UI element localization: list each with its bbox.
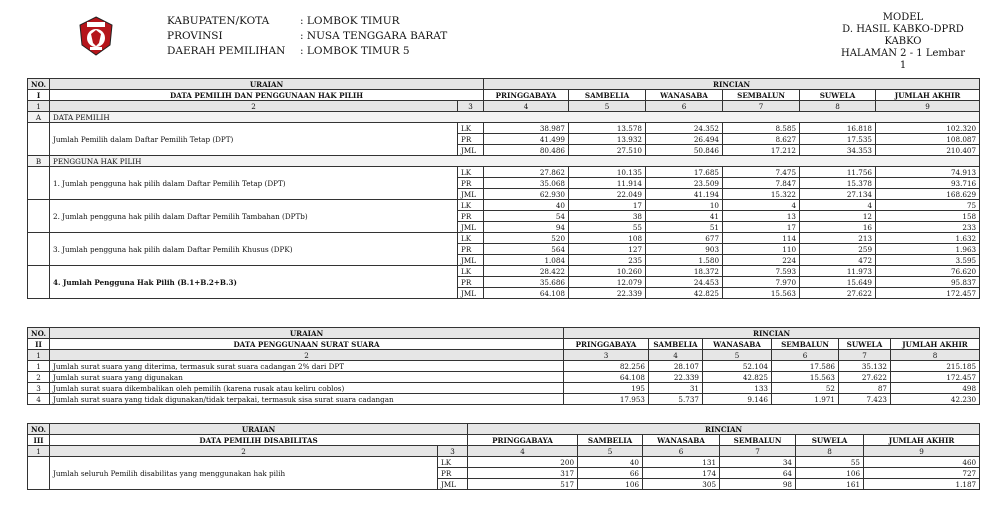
label-daerah-pemilihan: DAERAH PEMILIHAN: [167, 45, 286, 57]
value-cell: 76.620: [876, 266, 980, 277]
row-label: 4. Jumlah Pengguna Hak Pilih (B.1+B.2+B.3): [50, 266, 458, 299]
value-cell: 233: [876, 222, 980, 233]
table-row: [28, 372, 980, 383]
value-cell: 27.862: [484, 167, 569, 178]
column-header: JUMLAH AKHIR: [891, 339, 980, 350]
index-cell: 6: [772, 350, 839, 361]
value-cell: 11.973: [800, 266, 876, 277]
value-cell: 210.407: [876, 145, 980, 156]
value-cell: 15.322: [723, 189, 800, 200]
section-no: A: [28, 112, 50, 123]
value-cell: 27.134: [800, 189, 876, 200]
index-cell: 7: [839, 350, 891, 361]
value-cell: 17: [723, 222, 800, 233]
row-no-cell: 2: [28, 372, 50, 383]
value-cell: 42.825: [646, 288, 723, 299]
gender-type-cell: LK: [458, 233, 484, 244]
gender-type-cell: LK: [458, 266, 484, 277]
value-cell: 1.963: [876, 244, 980, 255]
value-cell: 80.486: [484, 145, 569, 156]
row-label: 1. Jumlah pengguna hak pilih dalam Daftar Pemilih Tetap (DPT): [50, 167, 458, 200]
value-cell: 51: [646, 222, 723, 233]
value-cell: 110: [723, 244, 800, 255]
section-no: B: [28, 156, 50, 167]
value-cell: 15.378: [800, 178, 876, 189]
value-cell: 42.825: [703, 372, 772, 383]
model-line: D. HASIL KABKO-DPRD: [842, 24, 964, 35]
value-cell: 498: [891, 383, 980, 394]
index-cell: 8: [800, 101, 876, 112]
value-cell: 54: [484, 211, 569, 222]
section-roman: II: [28, 339, 50, 350]
value-cell: 7.970: [723, 277, 800, 288]
index-cell: 3: [458, 101, 484, 112]
value-cell: 35.068: [484, 178, 569, 189]
uraian-header: URAIAN: [50, 328, 564, 339]
column-header: WANASABA: [646, 90, 723, 101]
document-header: [0, 0, 1000, 72]
gender-type-cell: PR: [458, 211, 484, 222]
value-cell: 26.494: [646, 134, 723, 145]
value-cell: 472: [800, 255, 876, 266]
column-header: SUWELA: [800, 90, 876, 101]
section-label: DATA PEMILIH: [50, 112, 980, 123]
table-row: [28, 167, 980, 178]
table-row: [28, 266, 980, 277]
row-no-cell: [28, 123, 50, 156]
value-cell: 259: [800, 244, 876, 255]
value-cell: 102.320: [876, 123, 980, 134]
table-row: [28, 394, 980, 405]
value-cell: 16.818: [800, 123, 876, 134]
gender-type-cell: LK: [458, 200, 484, 211]
value-cell: 35.132: [839, 361, 891, 372]
value-cell: 3.595: [876, 255, 980, 266]
row-label: Jumlah surat suara yang tidak digunakan/tidak terpakai, termasuk sisa surat suara cadangan: [50, 394, 564, 405]
model-line: HALAMAN 2 - 1 Lembar 1: [840, 48, 966, 71]
value-cell: 17.586: [772, 361, 839, 372]
column-header: SAMBELIA: [569, 90, 646, 101]
value-cell: 95.837: [876, 277, 980, 288]
row-label: 3. Jumlah pengguna hak pilih dalam Daftar Pemilih Khusus (DPK): [50, 233, 458, 266]
value-cell: 168.629: [876, 189, 980, 200]
value-cell: 172.457: [876, 288, 980, 299]
value-cell: 4: [723, 200, 800, 211]
value-cell: 195: [564, 383, 649, 394]
row-label: Jumlah surat suara yang diterima, termasuk surat suara cadangan 2% dari DPT: [50, 361, 564, 372]
value-cell: 213: [800, 233, 876, 244]
gender-type-cell: PR: [458, 178, 484, 189]
column-header: PRINGGABAYA: [484, 90, 569, 101]
value-cell: 5.737: [649, 394, 703, 405]
label-kabupaten: KABUPATEN/KOTA: [167, 15, 270, 27]
index-cell: 5: [703, 350, 772, 361]
row-label: Jumlah Pemilih dalam Daftar Pemilih Tetap (DPT): [50, 123, 458, 156]
gender-type-cell: PR: [438, 468, 468, 479]
value-cell: 12: [800, 211, 876, 222]
value-cell: 8.627: [723, 134, 800, 145]
rincian-header: RINCIAN: [468, 424, 980, 435]
value-cell: 8.585: [723, 123, 800, 134]
uraian-header: URAIAN: [50, 424, 468, 435]
value-cell: 903: [646, 244, 723, 255]
column-header: PRINGGABAYA: [564, 339, 649, 350]
rincian-header: RINCIAN: [564, 328, 980, 339]
gender-type-cell: JML: [458, 222, 484, 233]
value-cell: 42.230: [891, 394, 980, 405]
value-cell: 1.632: [876, 233, 980, 244]
value-cell: 106: [796, 468, 864, 479]
column-header: SAMBELIA: [578, 435, 643, 446]
value-cell: 17: [569, 200, 646, 211]
index-cell: 5: [569, 101, 646, 112]
value-cell: 1.187: [864, 479, 980, 490]
index-cell: 2: [50, 101, 458, 112]
table-title: DATA PEMILIH DAN PENGGUNAAN HAK PILIH: [50, 90, 484, 101]
value-cell: 158: [876, 211, 980, 222]
value-cell: 17.953: [564, 394, 649, 405]
value-cell: 38.987: [484, 123, 569, 134]
value-cell: 17.535: [800, 134, 876, 145]
gender-type-cell: PR: [458, 134, 484, 145]
value-cell: 7.475: [723, 167, 800, 178]
index-cell: 1: [28, 350, 50, 361]
kpu-logo-icon: [78, 16, 114, 56]
index-cell: 1: [28, 446, 50, 457]
index-cell: 6: [643, 446, 720, 457]
row-label: Jumlah seluruh Pemilih disabilitas yang menggunakan hak pilih: [50, 457, 438, 490]
value-cell: 22.339: [649, 372, 703, 383]
value-cell: 40: [484, 200, 569, 211]
no-header: NO.: [28, 424, 50, 435]
value-cell: 10: [646, 200, 723, 211]
table-row: [28, 457, 980, 468]
column-header: SUWELA: [839, 339, 891, 350]
value-kabupaten: : LOMBOK TIMUR: [300, 15, 400, 27]
value-cell: 15.649: [800, 277, 876, 288]
value-cell: 87: [839, 383, 891, 394]
value-cell: 27.510: [569, 145, 646, 156]
table-title: DATA PENGGUNAAN SURAT SUARA: [50, 339, 564, 350]
table-data-pemilih: [27, 78, 980, 299]
gender-type-cell: JML: [458, 255, 484, 266]
value-daerah-pemilihan: : LOMBOK TIMUR 5: [300, 45, 410, 57]
value-cell: 22.049: [569, 189, 646, 200]
index-cell: 8: [891, 350, 980, 361]
value-cell: 28.107: [649, 361, 703, 372]
value-provinsi: : NUSA TENGGARA BARAT: [300, 30, 448, 42]
value-cell: 1.971: [772, 394, 839, 405]
index-cell: 9: [864, 446, 980, 457]
column-header: SEMBALUN: [720, 435, 796, 446]
value-cell: 13.932: [569, 134, 646, 145]
value-cell: 174: [643, 468, 720, 479]
value-cell: 727: [864, 468, 980, 479]
value-cell: 55: [796, 457, 864, 468]
value-cell: 108.087: [876, 134, 980, 145]
value-cell: 55: [569, 222, 646, 233]
value-cell: 460: [864, 457, 980, 468]
row-no-cell: [28, 233, 50, 266]
column-header: PRINGGABAYA: [468, 435, 578, 446]
column-header: SEMBALUN: [772, 339, 839, 350]
index-cell: 1: [28, 101, 50, 112]
table-row: [28, 200, 980, 211]
value-cell: 517: [468, 479, 578, 490]
value-cell: 74.913: [876, 167, 980, 178]
value-cell: 4: [800, 200, 876, 211]
value-cell: 23.509: [646, 178, 723, 189]
value-cell: 82.256: [564, 361, 649, 372]
index-cell: 4: [649, 350, 703, 361]
row-no-cell: 4: [28, 394, 50, 405]
model-box: [838, 12, 968, 72]
row-no-cell: 1: [28, 361, 50, 372]
value-cell: 520: [484, 233, 569, 244]
value-cell: 9.146: [703, 394, 772, 405]
gender-type-cell: JML: [458, 288, 484, 299]
index-cell: 7: [723, 101, 800, 112]
rincian-header: RINCIAN: [484, 79, 980, 90]
column-header: SEMBALUN: [723, 90, 800, 101]
table-row: [28, 383, 980, 394]
value-cell: 11.756: [800, 167, 876, 178]
value-cell: 62.930: [484, 189, 569, 200]
value-cell: 52.104: [703, 361, 772, 372]
value-cell: 41: [646, 211, 723, 222]
column-header: JUMLAH AKHIR: [864, 435, 980, 446]
value-cell: 7.423: [839, 394, 891, 405]
table-row: [28, 233, 980, 244]
uraian-header: URAIAN: [50, 79, 484, 90]
value-cell: 64.108: [484, 288, 569, 299]
value-cell: 127: [569, 244, 646, 255]
value-cell: 75: [876, 200, 980, 211]
value-cell: 13.578: [569, 123, 646, 134]
gender-type-cell: JML: [438, 479, 468, 490]
value-cell: 10.260: [569, 266, 646, 277]
value-cell: 40: [578, 457, 643, 468]
section-label: PENGGUNA HAK PILIH: [50, 156, 980, 167]
index-cell: 8: [796, 446, 864, 457]
gender-type-cell: PR: [458, 277, 484, 288]
table-pemilih-disabilitas: [27, 423, 980, 490]
row-no-cell: [28, 457, 50, 490]
index-cell: 4: [468, 446, 578, 457]
value-cell: 7.847: [723, 178, 800, 189]
value-cell: 24.453: [646, 277, 723, 288]
value-cell: 50.846: [646, 145, 723, 156]
table-row: [28, 123, 980, 134]
column-header: WANASABA: [643, 435, 720, 446]
value-cell: 27.622: [800, 288, 876, 299]
value-cell: 15.563: [723, 288, 800, 299]
value-cell: 31: [649, 383, 703, 394]
value-cell: 24.352: [646, 123, 723, 134]
index-cell: 2: [50, 350, 564, 361]
value-cell: 27.622: [839, 372, 891, 383]
index-cell: 3: [438, 446, 468, 457]
no-header: NO.: [28, 79, 50, 90]
value-cell: 12.079: [569, 277, 646, 288]
index-cell: 4: [484, 101, 569, 112]
label-provinsi: PROVINSI: [167, 30, 223, 42]
value-cell: 41.499: [484, 134, 569, 145]
gender-type-cell: LK: [438, 457, 468, 468]
value-cell: 22.339: [569, 288, 646, 299]
column-header: WANASABA: [703, 339, 772, 350]
value-cell: 15.563: [772, 372, 839, 383]
row-no-cell: [28, 167, 50, 200]
value-cell: 34: [720, 457, 796, 468]
value-cell: 17.685: [646, 167, 723, 178]
value-cell: 52: [772, 383, 839, 394]
section-roman: I: [28, 90, 50, 101]
row-no-cell: 3: [28, 383, 50, 394]
value-cell: 34.353: [800, 145, 876, 156]
value-cell: 1.084: [484, 255, 569, 266]
value-cell: 161: [796, 479, 864, 490]
gender-type-cell: PR: [458, 244, 484, 255]
gender-type-cell: LK: [458, 167, 484, 178]
value-cell: 224: [723, 255, 800, 266]
value-cell: 172.457: [891, 372, 980, 383]
index-cell: 2: [50, 446, 438, 457]
value-cell: 305: [643, 479, 720, 490]
gender-type-cell: JML: [458, 189, 484, 200]
value-cell: 200: [468, 457, 578, 468]
value-cell: 35.686: [484, 277, 569, 288]
table-surat-suara: [27, 327, 980, 405]
table-title: DATA PEMILIH DISABILITAS: [50, 435, 468, 446]
value-cell: 133: [703, 383, 772, 394]
gender-type-cell: LK: [458, 123, 484, 134]
model-line: MODEL: [882, 12, 924, 23]
value-cell: 94: [484, 222, 569, 233]
column-header: SAMBELIA: [649, 339, 703, 350]
value-cell: 13: [723, 211, 800, 222]
value-cell: 108: [569, 233, 646, 244]
column-header: SUWELA: [796, 435, 864, 446]
value-cell: 41.194: [646, 189, 723, 200]
value-cell: 564: [484, 244, 569, 255]
value-cell: 17.212: [723, 145, 800, 156]
value-cell: 38: [569, 211, 646, 222]
index-cell: 3: [564, 350, 649, 361]
value-cell: 1.580: [646, 255, 723, 266]
value-cell: 235: [569, 255, 646, 266]
row-label: 2. Jumlah pengguna hak pilih dalam Daftar Pemilih Tambahan (DPTb): [50, 200, 458, 233]
index-cell: 7: [720, 446, 796, 457]
value-cell: 114: [723, 233, 800, 244]
value-cell: 11.914: [569, 178, 646, 189]
value-cell: 64.108: [564, 372, 649, 383]
section-roman: III: [28, 435, 50, 446]
model-line: KABKO: [884, 36, 922, 47]
row-label: Jumlah surat suara dikembalikan oleh pemilih (karena rusak atau keliru coblos): [50, 383, 564, 394]
value-cell: 66: [578, 468, 643, 479]
value-cell: 18.372: [646, 266, 723, 277]
row-no-cell: [28, 200, 50, 233]
value-cell: 106: [578, 479, 643, 490]
index-cell: 9: [876, 101, 980, 112]
value-cell: 93.716: [876, 178, 980, 189]
value-cell: 98: [720, 479, 796, 490]
row-label: Jumlah surat suara yang digunakan: [50, 372, 564, 383]
row-no-cell: [28, 266, 50, 299]
value-cell: 10.135: [569, 167, 646, 178]
index-cell: 6: [646, 101, 723, 112]
value-cell: 28.422: [484, 266, 569, 277]
index-cell: 5: [578, 446, 643, 457]
value-cell: 7.593: [723, 266, 800, 277]
value-cell: 215.185: [891, 361, 980, 372]
no-header: NO.: [28, 328, 50, 339]
value-cell: 677: [646, 233, 723, 244]
value-cell: 16: [800, 222, 876, 233]
gender-type-cell: JML: [458, 145, 484, 156]
value-cell: 317: [468, 468, 578, 479]
value-cell: 64: [720, 468, 796, 479]
value-cell: 131: [643, 457, 720, 468]
table-row: [28, 361, 980, 372]
column-header: JUMLAH AKHIR: [876, 90, 980, 101]
